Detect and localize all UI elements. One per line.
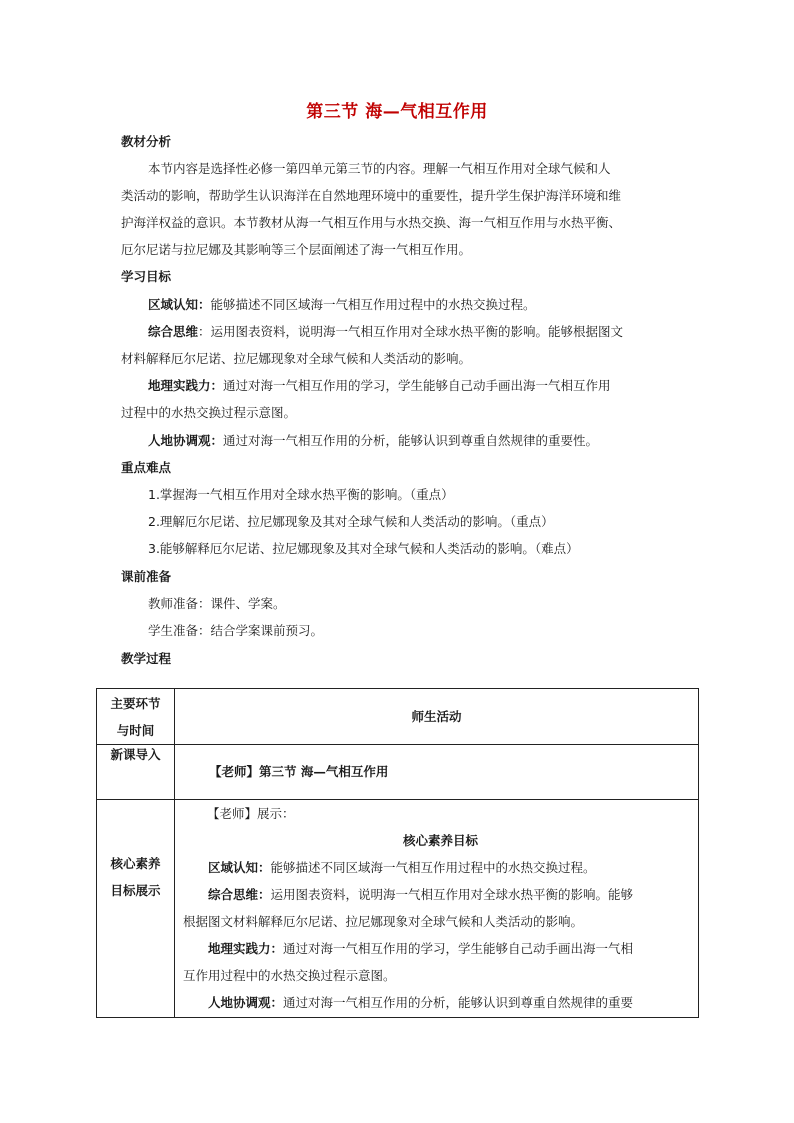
analysis-line: 类活动的影响，帮助学生认识海洋在自然地理环境中的重要性，提升学生保护海洋环境和维 [121,188,622,203]
header-cell-activity [175,689,699,745]
objective-item [148,377,611,395]
objective-label: 区域认知： [148,297,211,312]
goal-text: 通过对海一气相互作用的分析，能够认识到尊重自然规律的重要 [283,995,634,1010]
objective-label: 人地协调观： [148,433,224,448]
goal-cont: 根据图文材料解释厄尔尼诺、拉尼娜现象对全球气候和人类活动的影响。 [183,914,584,929]
objective-item [148,296,536,314]
analysis-line: 本节内容是选择性必修一第四单元第三节的内容。理解一气相互作用对全球气候和人 [148,161,611,176]
goal-text: 通过对海一气相互作用的学习，学生能够自己动手画出海一气相 [283,941,634,956]
goal-item [183,935,698,962]
objective-text: 通过对海一气相互作用的分析，能够认识到尊重自然规律的重要性。 [223,433,599,448]
analysis-line: 厄尔尼诺与拉尼娜及其影响等三个层面阐述了海一气相互作用。 [121,242,472,257]
objective-text: ：运用图表资料，说明海一气相互作用对全球水热平衡的影响。能够根据图文 [198,324,624,339]
row-label-line1: 核心素养 [110,856,161,871]
preparation-item: 教师准备：课件、学案。 [148,596,286,611]
objective-label: 综合思维 [148,324,199,339]
goal-text: 能够描述不同区域海一气相互作用过程中的水热交换过程。 [270,860,596,875]
section-heading-preparation: 课前准备 [121,569,172,584]
goal-label: 人地协调观： [208,995,284,1010]
row-label-line2: 目标展示 [110,883,161,898]
table-row [97,745,699,800]
preparation-item: 学生准备：结合学案课前预习。 [148,623,324,638]
objective-text: 通过对海一气相互作用的学习，学生能够自己动手画出海一气相互作用 [223,378,611,393]
objective-item [148,323,623,341]
goal-text: 运用图表资料，说明海一气相互作用对全球水热平衡的影响。能够 [270,887,634,902]
teacher-prompt: 【老师】展示： [207,806,295,821]
row-content-cell [175,745,699,800]
core-goals-subtitle: 核心素养目标 [402,833,478,848]
objective-cont: 过程中的水热交换过程示意图。 [121,405,297,420]
header-cell-stage [97,689,175,745]
keypoint-item: 3.能够解释厄尔尼诺、拉尼娜现象及其对全球气候和人类活动的影响。（难点） [148,541,579,556]
header-activity: 师生活动 [411,708,462,724]
goal-label: 地理实践力： [208,941,284,956]
table-header-row [97,689,699,745]
keypoint-item: 2.理解厄尔尼诺、拉尼娜现象及其对全球气候和人类活动的影响。（重点） [148,514,554,529]
objective-label: 地理实践力： [148,378,224,393]
goal-item [183,881,698,908]
goal-item [183,854,698,881]
objective-item [148,432,598,450]
section-heading-process: 教学过程 [121,651,172,666]
objective-cont: 材料解释厄尔尼诺、拉尼娜现象对全球气候和人类活动的影响。 [121,351,472,366]
row-label-cell [97,745,175,800]
goal-cont: 互作用过程中的水热交换过程示意图。 [183,968,396,983]
header-stage-line2: 与时间 [116,723,155,738]
row-content: 【老师】第三节 海—气相互作用 [209,764,389,779]
section-heading-analysis: 教材分析 [121,134,172,149]
table-row [97,800,699,1018]
analysis-line: 护海洋权益的意识。本节教材从海一气相互作用与水热交换、海一气相互作用与水热平衡、 [121,215,622,230]
teaching-process-table [96,688,699,1018]
header-stage-line1: 主要环节 [110,696,161,711]
goal-label: 综合思维： [208,887,271,902]
objective-text: 能够描述不同区域海一气相互作用过程中的水热交换过程。 [210,297,536,312]
section-heading-keypoints: 重点难点 [121,460,172,475]
section-heading-objectives: 学习目标 [121,269,172,284]
row-label-cell [97,800,175,1018]
row-content-cell [175,800,699,1018]
goal-label: 区域认知： [208,860,271,875]
row-label: 新课导入 [110,747,161,762]
page-title: 第三节 海—气相互作用 [306,102,488,122]
goal-item [183,989,698,1016]
keypoint-item: 1.掌握海一气相互作用对全球水热平衡的影响。（重点） [148,487,454,502]
